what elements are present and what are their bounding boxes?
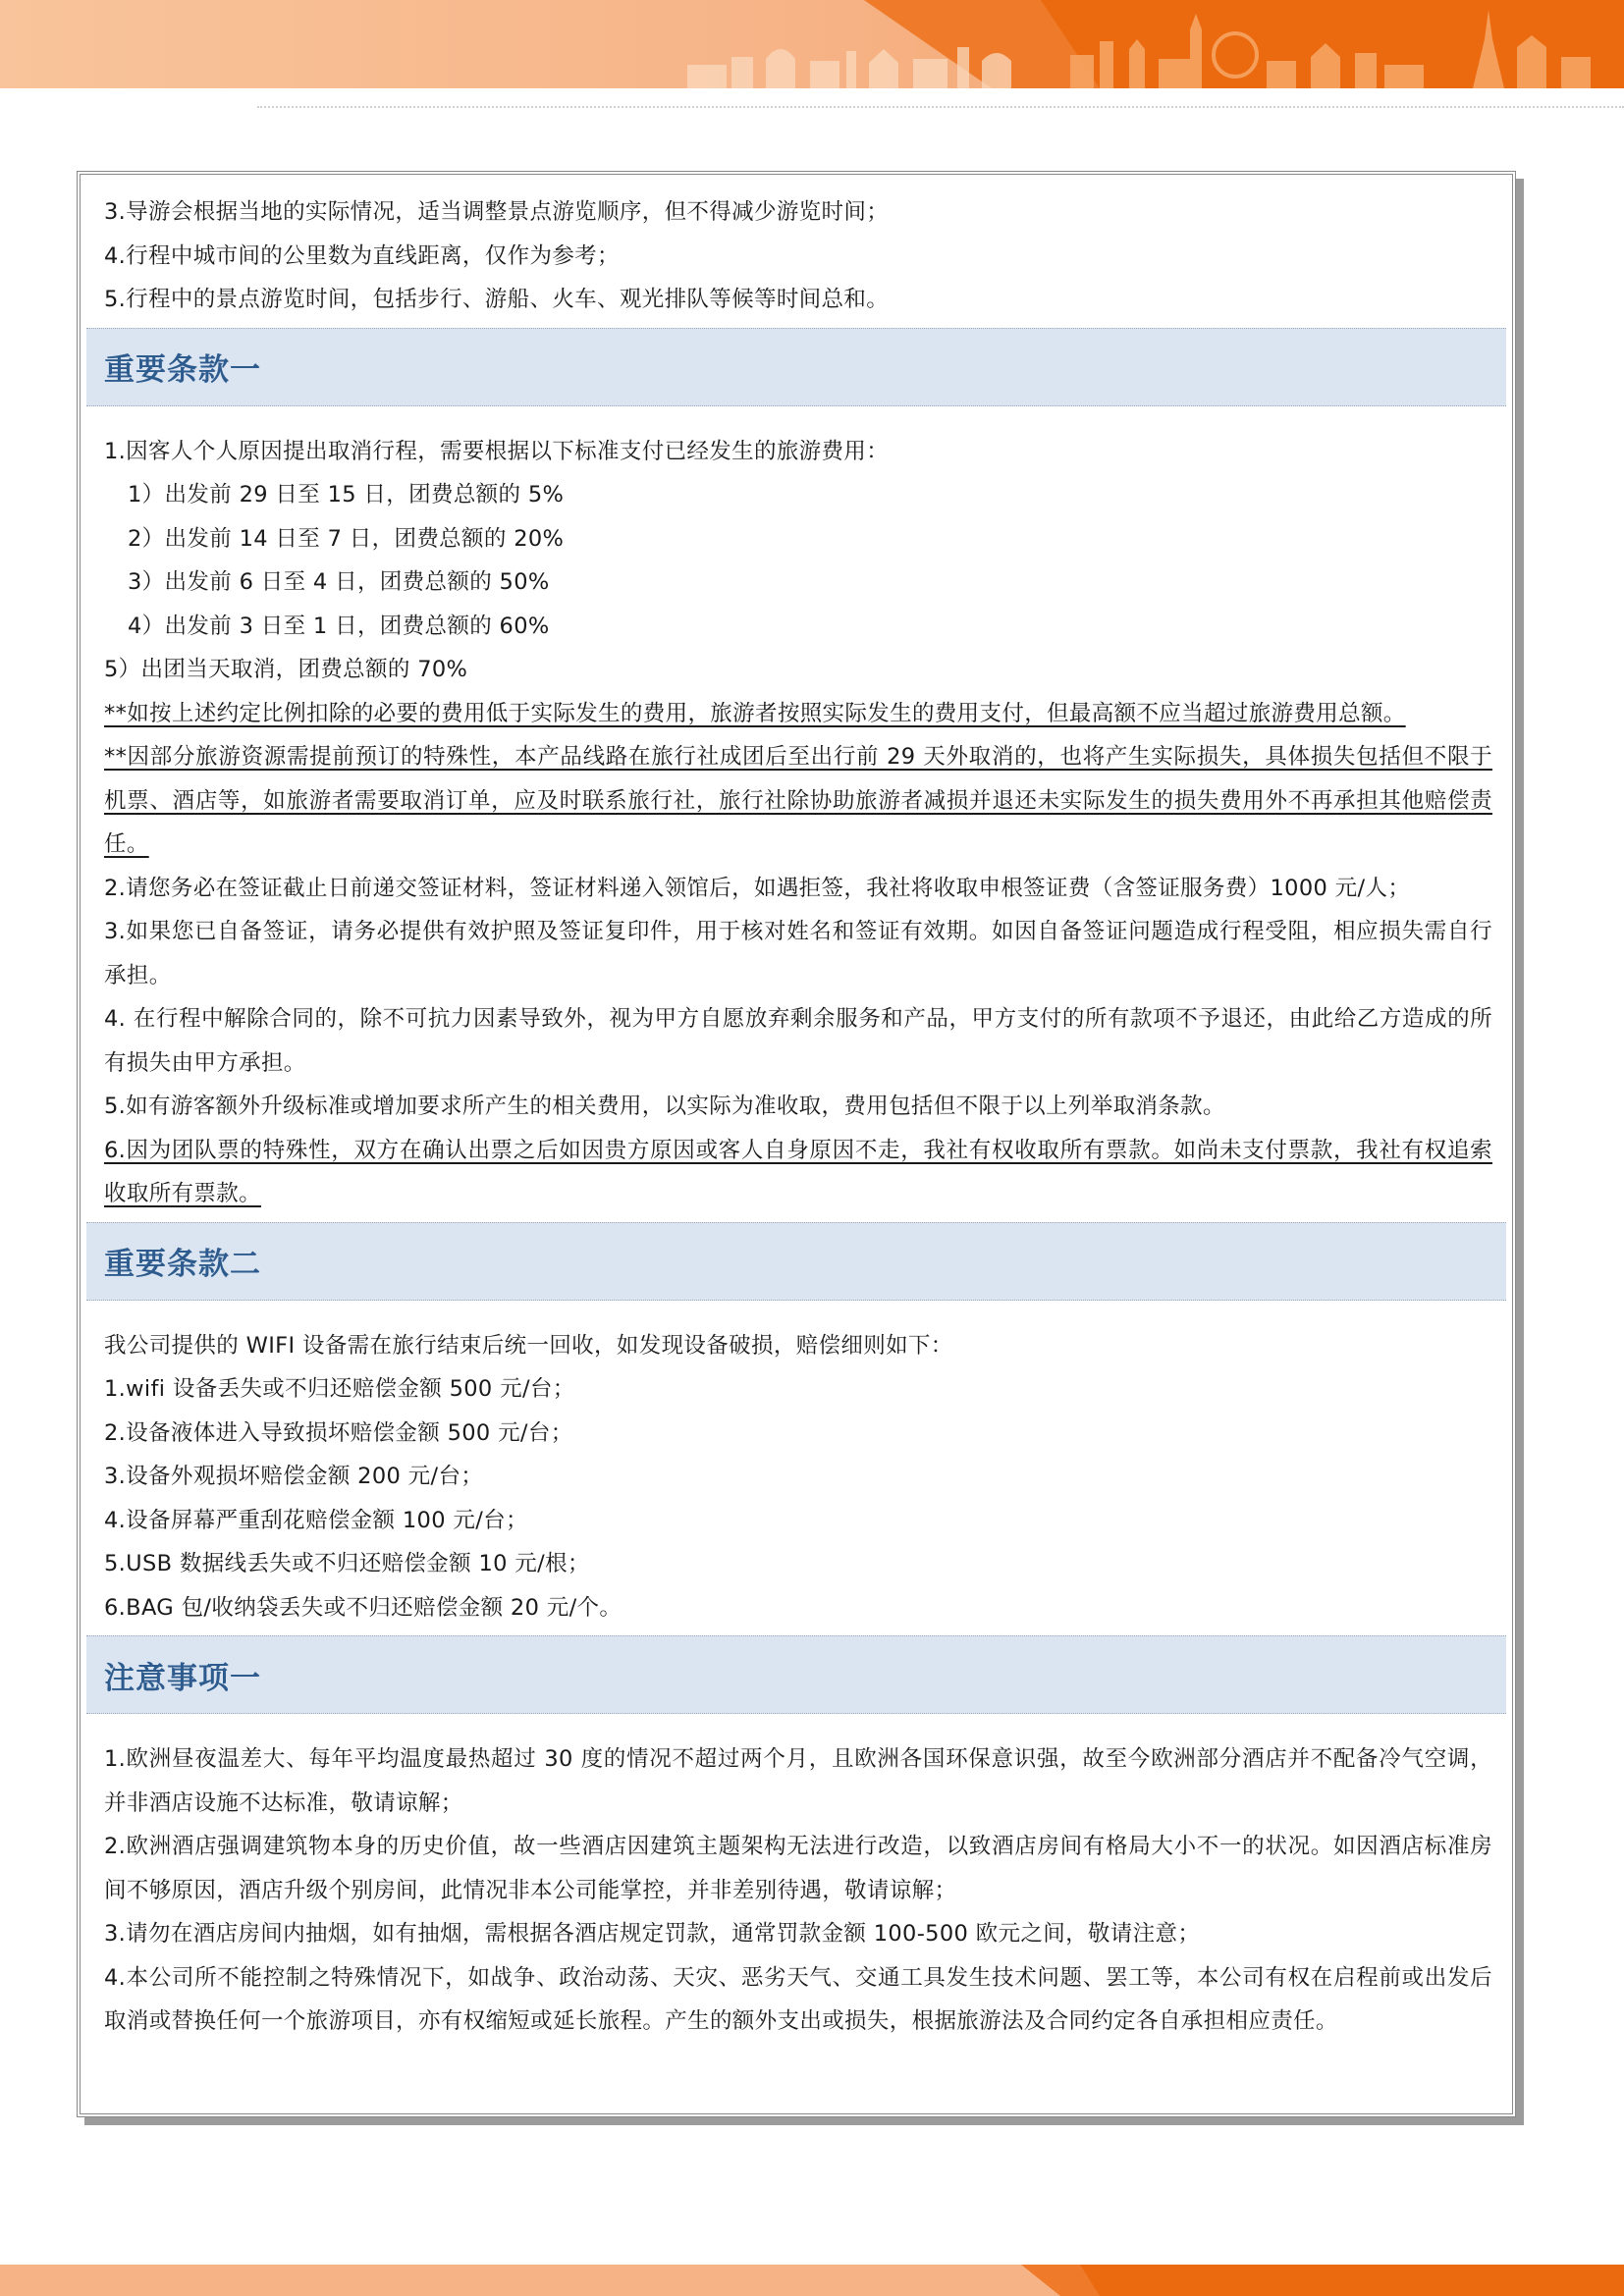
notice-item: 2.欧洲酒店强调建筑物本身的历史价值，故一些酒店因建筑主题架构无法进行改造，以致酒店房间有格局大小不一的状况。如因酒店标准房间不够原因，酒店升级个别房间，此情况非本公司能掌控，并非差别待遇，敬请谅解； — [104, 1834, 1492, 1903]
footer-banner — [0, 2265, 1624, 2296]
section-title-terms-1: 重要条款一 — [86, 328, 1506, 406]
wifi-lead: 我公司提供的 WIFI 设备需在旅行结束后统一回收，如发现设备破损，赔偿细则如下： — [104, 1332, 953, 1359]
wifi-compensation-item: 2.设备液体进入导致损坏赔偿金额 500 元/台； — [104, 1419, 573, 1446]
intro-block — [86, 181, 1506, 328]
wifi-compensation-item: 5.USB 数据线丢失或不归还赔偿金额 10 元/根； — [104, 1551, 590, 1576]
intro-line: 4.行程中城市间的公里数为直线距离，仅作为参考； — [104, 242, 620, 269]
own-visa-clause: 3.如果您已自备签证，请务必提供有效护照及签证复印件，用于核对姓名和签证有效期。如因自备签证问题造成行程受阻，相应损失需自行承担。 — [104, 919, 1492, 988]
intro-line: 5.行程中的景点游览时间，包括步行、游船、火车、观光排队等候等时间总和。 — [104, 287, 890, 312]
cancellation-item: 1）出发前 29 日至 15 日，团费总额的 5% — [128, 482, 565, 507]
section-body-terms-1 — [86, 406, 1506, 1222]
notice-item: 3.请勿在酒店房间内抽烟，如有抽烟，需根据各酒店规定罚款，通常罚款金额 100-500 欧元之间，敬请注意； — [104, 1921, 1201, 1947]
wifi-compensation-item: 3.设备外观损坏赔偿金额 200 元/台； — [104, 1464, 484, 1489]
cancellation-item: 4）出发前 3 日至 1 日，团费总额的 60% — [128, 613, 550, 639]
intro-line: 3.导游会根据当地的实际情况，适当调整景点游览顺序，但不得减少游览时间； — [104, 199, 890, 225]
wifi-compensation-item: 6.BAG 包/收纳袋丢失或不归还赔偿金额 20 元/个。 — [104, 1594, 623, 1621]
cancellation-lead: 1.因客人个人原因提出取消行程，需要根据以下标准支付已经发生的旅游费用： — [104, 438, 890, 464]
cancellation-item: 2）出发前 14 日至 7 日，团费总额的 20% — [128, 525, 565, 552]
wifi-compensation-item: 4.设备屏幕严重刮花赔偿金额 100 元/台； — [104, 1507, 528, 1533]
section-body-terms-2 — [86, 1301, 1506, 1636]
cancellation-item: 5）出团当天取消，团费总额的 70% — [104, 657, 468, 682]
contract-termination-clause: 4. 在行程中解除合同的，除不可抗力因素导致外，视为甲方自愿放弃剩余服务和产品，甲方支付的所有款项不予退还，由此给乙方造成的所有损失由甲方承担。 — [104, 1006, 1492, 1076]
cancellation-item: 3）出发前 6 日至 4 日，团费总额的 50% — [128, 569, 550, 595]
section-body-notes-1 — [86, 1714, 1506, 2050]
header-banner — [0, 0, 1624, 88]
header-rule — [257, 106, 1624, 108]
fee-cap-note: **如按上述约定比例扣除的必要的费用低于实际发生的费用，旅游者按照实际发生的费用支付，但最高额不应当超过旅游费用总额。 — [104, 700, 1406, 726]
section-title-terms-2: 重要条款二 — [86, 1222, 1506, 1301]
content-frame — [77, 171, 1516, 2117]
upgrade-fee-clause: 5.如有游客额外升级标准或增加要求所产生的相关费用，以实际为准收取，费用包括但不限于以上列举取消条款。 — [104, 1094, 1225, 1119]
notice-item: 1.欧洲昼夜温差大、每年平均温度最热超过 30 度的情况不超过两个月，且欧洲各国环保意识强，故至今欧洲部分酒店并不配备冷气空调，并非酒店设施不达标准，敬请谅解； — [104, 1746, 1492, 1816]
advance-booking-note: **因部分旅游资源需提前预订的特殊性，本产品线路在旅行社成团后至出行前 29 天外取消的，也将产生实际损失，具体损失包括但不限于机票、酒店等，如旅游者需要取消订单，应及时联系旅行社，旅行社除协助旅游者减损并退还未实际发生的损失费用外不再承担其他赔偿责任。 — [104, 744, 1492, 857]
visa-material-clause: 2.请您务必在签证截止日前递交签证材料，签证材料递入领馆后，如遇拒签，我社将收取申根签证费（含签证服务费）1000 元/人； — [104, 875, 1411, 901]
group-ticket-clause: 6.因为团队票的特殊性，双方在确认出票之后如因贵方原因或客人自身原因不走，我社有权收取所有票款。如尚未支付票款，我社有权追索收取所有票款。 — [104, 1137, 1492, 1206]
wifi-compensation-item: 1.wifi 设备丢失或不归还赔偿金额 500 元/台； — [104, 1376, 575, 1402]
notice-item: 4.本公司所不能控制之特殊情况下，如战争、政治动荡、天灾、恶劣天气、交通工具发生技术问题、罢工等，本公司有权在启程前或出发后取消或替换任何一个旅游项目，亦有权缩短或延长旅程。产生的额外支出或损失，根据旅游法及合同约定各自承担相应责任。 — [104, 1964, 1492, 2034]
section-title-notes-1: 注意事项一 — [86, 1635, 1506, 1714]
